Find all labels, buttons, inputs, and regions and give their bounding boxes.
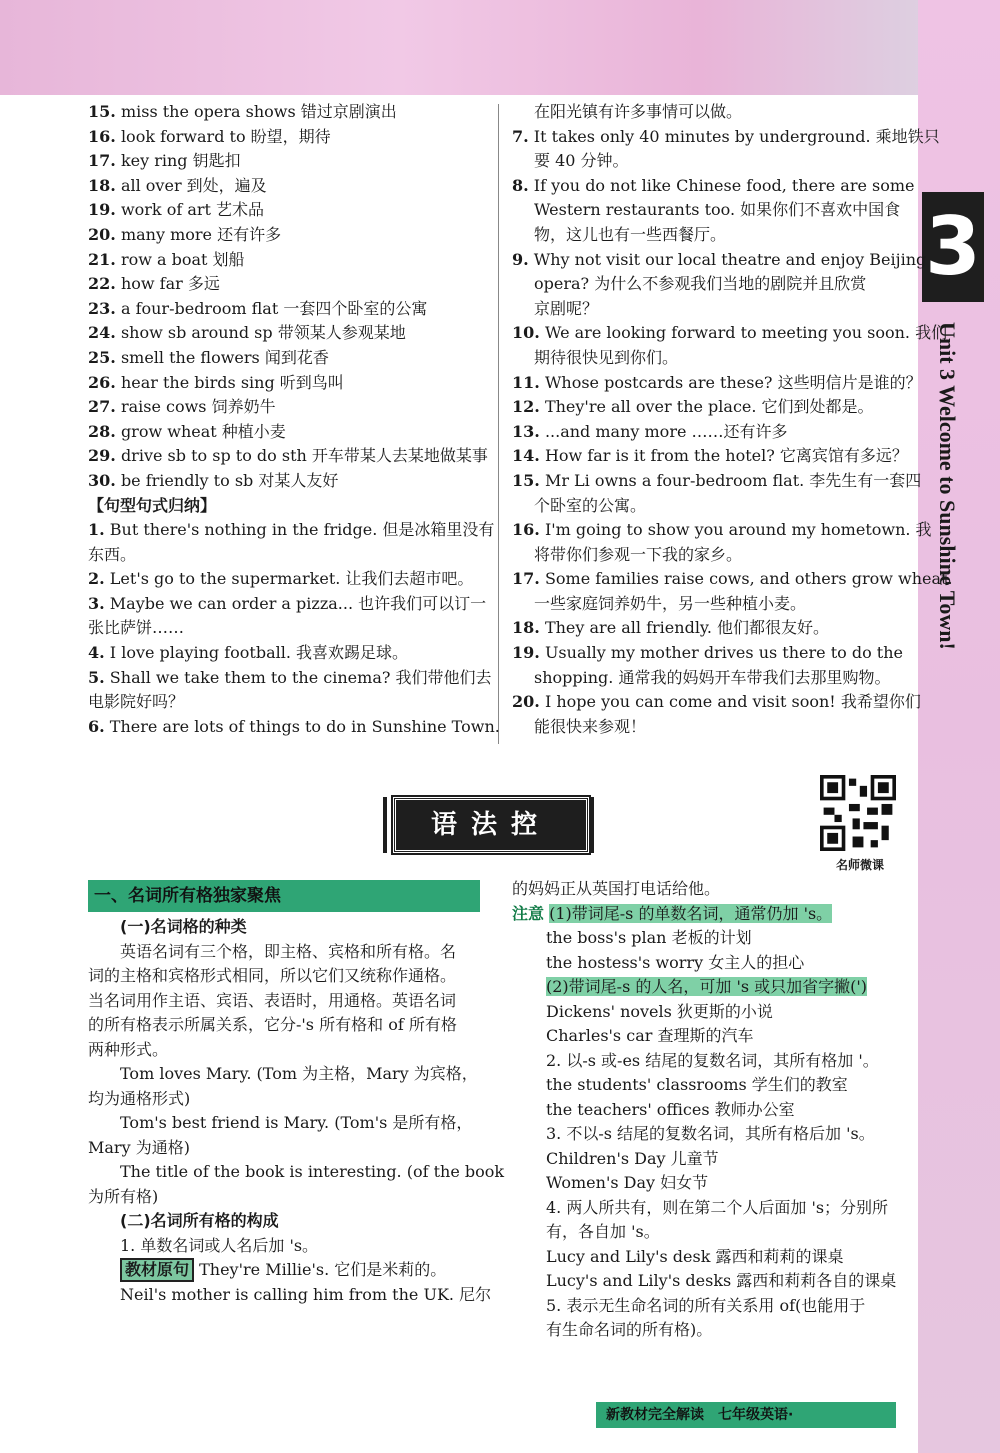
grammar-text-line: [512, 1294, 907, 1319]
grammar-text-line: 的妈妈正从英国打电话给他。: [512, 879, 721, 898]
sentence-item: [512, 641, 907, 666]
item-continuation: 张比萨饼……: [88, 618, 185, 638]
item-continuation: 要 40 分钟。: [534, 151, 629, 171]
item-number: 14.: [512, 446, 540, 466]
grammar-rule: 有生命名词的所有格)。: [546, 1320, 713, 1339]
phrase-item: [88, 420, 488, 445]
grammar-text-line: [512, 1220, 907, 1245]
grammar-text-line: 的所有格表示所属关系，它分-'s 所有格和 of 所有格: [88, 1015, 457, 1034]
textbook-tag: 教材原句: [120, 1258, 194, 1282]
top-decoration-band: [0, 0, 1000, 95]
item-continuation: Western restaurants too. 如果你们不喜欢中国食: [534, 200, 901, 220]
grammar-rule: the hostess's worry 女主人的担心: [546, 952, 805, 972]
sentence-item: [512, 395, 907, 420]
item-text: It takes only 40 minutes by underground. 乘地铁只: [533, 126, 940, 146]
grammar-text-line: Tom loves Mary. (Tom 为主格，Mary 为宾格，: [120, 1064, 478, 1083]
sentence-item: [512, 616, 907, 641]
item-number: 18.: [512, 618, 540, 638]
item-continuation: opera? 为什么不参观我们当地的剧院并且欣赏: [534, 274, 867, 294]
item-continuation: 个卧室的公寓。: [534, 495, 647, 515]
grammar-text-line: [512, 926, 907, 951]
grammar-text-line: 为所有格): [88, 1186, 159, 1206]
item-text: If you do not like Chinese food, there are some: [533, 175, 915, 195]
item-text: raise cows 饲养奶牛: [120, 397, 276, 417]
item-number: 16.: [512, 520, 540, 540]
sentence-item: [88, 518, 495, 543]
sentence-item: [512, 174, 915, 199]
item-number: 18.: [88, 175, 116, 195]
grammar-rule: Dickens' novels 狄更斯的小说: [546, 1001, 773, 1021]
item-continuation: 在阳光镇有许多事情可以做。: [534, 102, 743, 121]
item-text: many more 还有许多: [120, 224, 282, 244]
item-text: how far 多远: [120, 274, 220, 294]
item-continuation: 东西。: [88, 544, 137, 564]
grammar-text-line: [512, 1269, 907, 1294]
grammar-text-line: [512, 1073, 907, 1098]
item-text: They are all friendly. 他们都很友好。: [544, 618, 830, 638]
item-number: 26.: [88, 372, 116, 392]
grammar-text-line: (一)名词格的种类: [120, 917, 247, 936]
item-continuation: 电影院好吗？: [88, 692, 185, 712]
grammar-rule: the students' classrooms 学生们的教室: [546, 1075, 848, 1094]
item-number: 10.: [512, 323, 540, 343]
phrase-item: [88, 149, 488, 174]
item-text: I love playing football. 我喜欢踢足球。: [109, 643, 409, 663]
grammar-rule: 5. 表示无生命名词的所有关系用 of(也能用于: [546, 1295, 866, 1315]
sentence-item: [512, 690, 921, 715]
grammar-text-line: 词的主格和宾格形式相同，所以它们又统称作通格。: [88, 966, 457, 985]
item-number: 7.: [512, 126, 529, 146]
sentence-item: [512, 469, 922, 494]
phrase-item: [88, 198, 488, 223]
grammar-left-column: [88, 915, 505, 1307]
item-text: Mr Li owns a four-bedroom flat. 李先生有一套四: [544, 470, 922, 490]
sentence-item: [88, 592, 488, 617]
item-text: There are lots of things to do in Sunshine Town.: [109, 716, 500, 736]
qr-caption: 名师微课: [835, 858, 884, 872]
item-number: 25.: [88, 347, 116, 367]
item-number: 19.: [512, 643, 540, 663]
grammar-text-line: 两种形式。: [88, 1039, 169, 1059]
item-continuation: 将带你们参观一下我的家乡。: [534, 544, 743, 564]
item-continuation: 能很快来参观！: [534, 716, 647, 736]
item-number: 15.: [88, 102, 116, 121]
item-continuation: 一些家庭饲养奶牛，另一些种植小麦。: [534, 593, 807, 613]
item-text: They're all over the place. 它们到处都是。: [544, 397, 874, 417]
grammar-text-line: [512, 975, 907, 1000]
page-footer: 新教材完全解读 七年级英语·: [596, 1402, 896, 1428]
sentence-item: [88, 567, 488, 592]
item-number: 4.: [88, 643, 105, 663]
item-text: Usually my mother drives us there to do the: [544, 643, 904, 663]
item-number: 22.: [88, 274, 116, 294]
item-text: Let's go to the supermarket. 让我们去超市吧。: [109, 569, 474, 589]
grammar-rule: the boss's plan 老板的计划: [546, 928, 752, 947]
item-number: 6.: [88, 716, 105, 736]
sentence-item: [512, 125, 940, 150]
grammar-text-line: [512, 1245, 907, 1270]
sentence-item: [512, 420, 907, 445]
phrase-item: [88, 395, 488, 420]
column-divider: [498, 104, 499, 744]
textbook-sentence: They're Millie's. 它们是米莉的。: [199, 1260, 447, 1279]
item-text: row a boat 划船: [120, 249, 245, 269]
sentence-item: [512, 371, 922, 396]
grammar-text-line: [512, 1049, 907, 1074]
grammar-text-line: Mary 为通格): [88, 1137, 190, 1157]
item-text: Some families raise cows, and others grow wheat.: [544, 569, 953, 589]
item-number: 29.: [88, 446, 116, 466]
phrase-item: [88, 346, 488, 371]
item-number: 13.: [512, 421, 540, 441]
grammar-text-line: [512, 902, 907, 927]
sentence-item: [512, 518, 932, 543]
grammar-text-line: [512, 1196, 907, 1221]
item-text: smell the flowers 闻到花香: [120, 347, 329, 367]
phrase-item: [88, 272, 488, 297]
item-number: 17.: [512, 569, 540, 589]
item-number: 28.: [88, 421, 116, 441]
item-text: Shall we take them to the cinema? 我们带他们去: [109, 667, 492, 687]
sentence-item: [512, 321, 948, 346]
grammar-rule: Lucy's and Lily's desks 露西和莉莉各自的课桌: [546, 1271, 897, 1290]
grammar-section-heading: 一、名词所有格独家聚焦: [88, 880, 480, 912]
item-number: 9.: [512, 249, 529, 269]
grammar-rule: the teachers' offices 教师办公室: [546, 1099, 795, 1119]
item-text: ...and many more ……还有许多: [544, 421, 788, 441]
grammar-rule: Charles's car 查理斯的汽车: [546, 1026, 754, 1045]
item-number: 1.: [88, 520, 105, 540]
item-text: hear the birds sing 听到鸟叫: [120, 372, 344, 392]
phrase-item: [88, 125, 488, 150]
sentence-item: [512, 248, 927, 273]
item-text: miss the opera shows 错过京剧演出: [120, 102, 397, 121]
grammar-right-column: [512, 877, 907, 1343]
grammar-text-line: 当名词用作主语、宾语、表语时，用通格。英语名词: [88, 990, 457, 1010]
grammar-text-line: 均为通格形式): [88, 1088, 191, 1108]
item-number: 12.: [512, 397, 540, 417]
item-text: We are looking forward to meeting you soon. 我们: [544, 323, 948, 343]
phrase-item: [88, 371, 488, 396]
phrase-item: [88, 100, 488, 125]
grammar-text-line: [512, 1171, 907, 1196]
grammar-text-line: [512, 1147, 907, 1172]
grammar-text-line: (二)名词所有格的构成: [120, 1211, 279, 1230]
sentence-item: [88, 666, 492, 691]
grammar-text-line: [512, 1318, 907, 1343]
unit-number-badge: 3: [922, 192, 984, 302]
item-text: be friendly to sb 对某人友好: [120, 470, 339, 490]
phrase-item: [88, 321, 488, 346]
item-text: Maybe we can order a pizza... 也许我们可以订一: [109, 593, 487, 613]
phrase-item: [88, 248, 488, 273]
item-text: a four-bedroom flat 一套四个卧室的公寓: [120, 298, 428, 318]
item-text: show sb around sp 带领某人参观某地: [120, 323, 406, 343]
item-text: look forward to 盼望，期待: [120, 126, 331, 146]
item-continuation: 物，这儿也有一些西餐厅。: [534, 224, 727, 244]
item-text: work of art 艺术品: [120, 200, 265, 220]
item-number: 19.: [88, 200, 116, 220]
item-text: I hope you can come and visit soon! 我希望你们: [544, 692, 921, 712]
item-text: How far is it from the hotel? 它离宾馆有多远？: [544, 446, 908, 466]
textbook-example: [88, 1258, 480, 1283]
phrase-item: [88, 223, 488, 248]
grammar-rule: (1)带词尾-s 的单数名词，通常仍加 's。: [549, 903, 833, 923]
grammar-text-line: Neil's mother is calling him from the UK. 尼尔: [120, 1284, 492, 1304]
grammar-rule: Women's Day 妇女节: [546, 1173, 709, 1192]
grammar-text-line: Tom's best friend is Mary. (Tom's 是所有格，: [120, 1113, 473, 1132]
grammar-title: 语法控: [393, 797, 589, 853]
sentence-item: [512, 444, 907, 469]
item-text: drive sb to sp to do sth 开车带某人去某地做某事: [120, 446, 488, 466]
item-number: 20.: [88, 224, 116, 244]
item-continuation: shopping. 通常我的妈妈开车带我们去那里购物。: [534, 667, 891, 687]
item-text: I'm going to show you around my hometown. 我: [544, 520, 932, 540]
grammar-rule: 3. 不以-s 结尾的复数名词，其所有格后加 's。: [546, 1124, 875, 1143]
sentence-item: [88, 641, 488, 666]
item-number: 15.: [512, 470, 540, 490]
grammar-text-line: [512, 1098, 907, 1123]
item-number: 24.: [88, 323, 116, 343]
grammar-text-line: [512, 1024, 907, 1049]
item-number: 11.: [512, 372, 540, 392]
item-number: 2.: [88, 569, 105, 589]
item-number: 30.: [88, 470, 116, 490]
item-number: 3.: [88, 593, 105, 613]
item-text: But there's nothing in the fridge. 但是冰箱里没有: [109, 520, 495, 540]
grammar-text-line: [512, 951, 907, 976]
grammar-rule: Children's Day 儿童节: [546, 1148, 719, 1168]
grammar-title-bar-left: [383, 797, 387, 853]
grammar-rule: 2. 以-s 或-es 结尾的复数名词，其所有格加 '。: [546, 1050, 879, 1070]
phrase-item: [88, 469, 488, 494]
item-text: Why not visit our local theatre and enjoy Beijing: [533, 249, 927, 269]
phrases-column: [88, 100, 500, 739]
item-number: 17.: [88, 151, 116, 171]
grammar-rule: 有，各自加 's。: [546, 1222, 660, 1241]
note-label: 注意: [512, 903, 545, 923]
grammar-text-line: [512, 1000, 907, 1025]
item-continuation: 京剧呢？: [534, 298, 599, 318]
item-text: Whose postcards are these? 这些明信片是谁的？: [544, 372, 922, 392]
item-number: 16.: [88, 126, 116, 146]
item-number: 23.: [88, 298, 116, 318]
item-number: 20.: [512, 692, 540, 712]
grammar-text-line: 1. 单数名词或人名后加 's。: [120, 1235, 319, 1255]
grammar-text-line: 英语名词有三个格，即主格、宾格和所有格。名: [120, 941, 457, 961]
unit-title-vertical: Unit 3 Welcome to Sunshine Town!: [935, 322, 960, 650]
phrase-item: [88, 297, 488, 322]
item-text: key ring 钥匙扣: [120, 151, 241, 171]
item-number: 5.: [88, 667, 105, 687]
grammar-text-line: [512, 1122, 907, 1147]
grammar-rule: 4. 两人所共有，则在第二个人后面加 's；分别所: [546, 1197, 889, 1217]
grammar-rule: Lucy and Lily's desk 露西和莉莉的课桌: [546, 1246, 844, 1266]
phrase-item: [88, 174, 488, 199]
item-continuation: 期待很快见到你们。: [534, 347, 679, 367]
sentence-item: [512, 567, 953, 592]
sentences-heading: 【句型句式归纳】: [88, 495, 217, 515]
grammar-title-bar-right: [590, 797, 594, 853]
item-number: 21.: [88, 249, 116, 269]
qr-code-icon[interactable]: [820, 775, 896, 851]
item-text: grow wheat 种植小麦: [120, 421, 286, 441]
item-number: 8.: [512, 175, 529, 195]
item-number: 27.: [88, 397, 116, 417]
phrase-item: [88, 444, 488, 469]
grammar-text-line: The title of the book is interesting. (of the book: [120, 1162, 505, 1181]
sentence-item: [88, 715, 500, 740]
grammar-rule: (2)带词尾-s 的人名，可加 's 或只加省字撇('): [546, 977, 868, 996]
item-text: all over 到处，遍及: [120, 175, 267, 195]
